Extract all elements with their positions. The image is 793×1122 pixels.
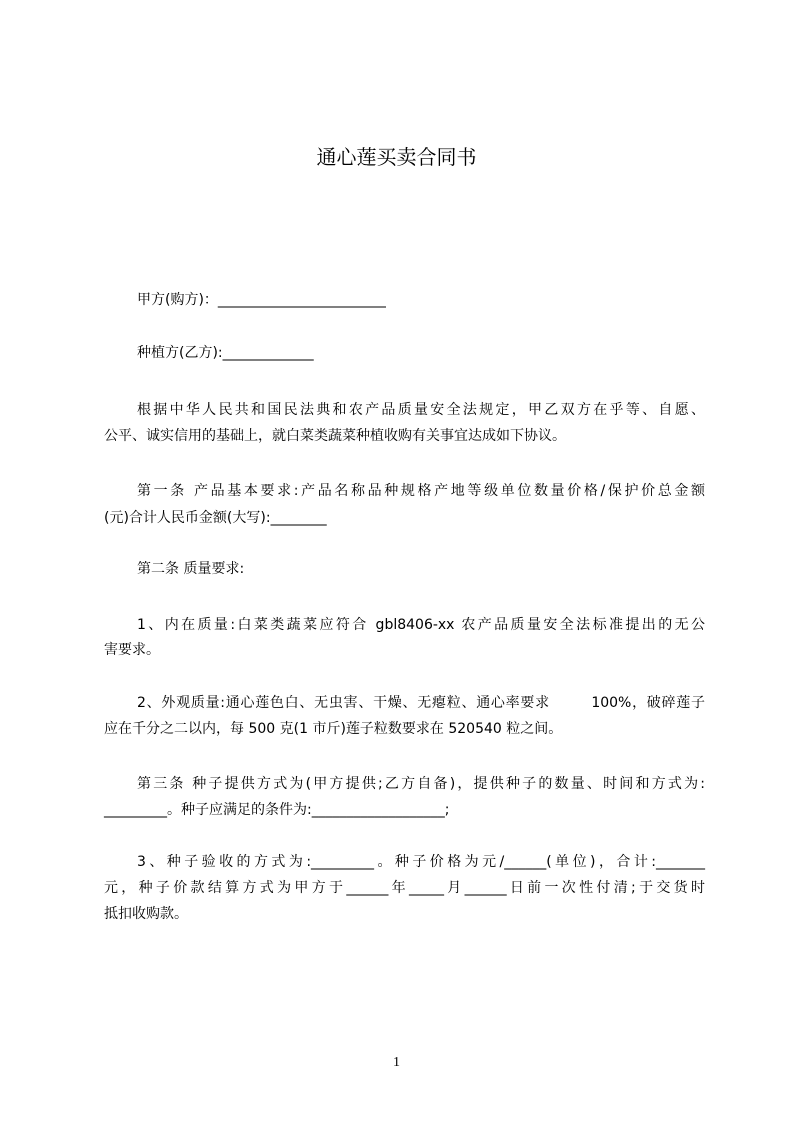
item1-line-2: 害要求。: [104, 642, 160, 658]
article3-line-2: _________。种子应满足的条件为:___________________;: [104, 802, 450, 818]
party-a-line: 甲方(购方)：________________________: [137, 292, 386, 308]
document-title: 通心莲买卖合同书: [316, 145, 477, 169]
item3-line-3: 抵扣收购款。: [104, 906, 188, 922]
preamble-line-1: 根据中华人民共和国民法典和农产品质量安全法规定，甲乙双方在乎等、自愿、: [137, 402, 705, 418]
item2-line-1: 2、外观质量:通心莲色白、无虫害、干燥、无瘪粒、通心率要求 100%，破碎莲子: [137, 695, 705, 711]
page-number: 1: [393, 1055, 400, 1070]
article3-line-1: 第三条 种子提供方式为(甲方提供;乙方自备)，提供种子的数量、时间和方式为:: [137, 776, 705, 792]
item2-line-2: 应在千分之二以内，每 500 克(1 市斤)莲子粒数要求在 520540 粒之间。: [104, 721, 563, 737]
article1-line-2: (元)合计人民币金额(大写):________: [104, 510, 327, 526]
article1-line-1: 第一条 产品基本要求:产品名称品种规格产地等级单位数量价格/保护价总金额: [137, 483, 705, 499]
preamble-line-2: 公平、诚实信用的基础上，就白菜类蔬菜种植收购有关事宜达成如下协议。: [104, 428, 566, 444]
article2-heading: 第二条 质量要求:: [137, 561, 245, 577]
item1-line-1: 1、内在质量:白菜类蔬菜应符合 gbl8406-xx 农产品质量安全法标准提出的无公: [137, 617, 705, 633]
item3-line-2: 元，种子价款结算方式为甲方于______年_____月______日前一次性付清;于交货时: [104, 880, 705, 896]
item3-line-1: 3、种子验收的方式为:_________。种子价格为元/______(单位)，合计:_______: [137, 854, 705, 870]
party-b-line: 种植方(乙方):_____________: [137, 345, 314, 361]
